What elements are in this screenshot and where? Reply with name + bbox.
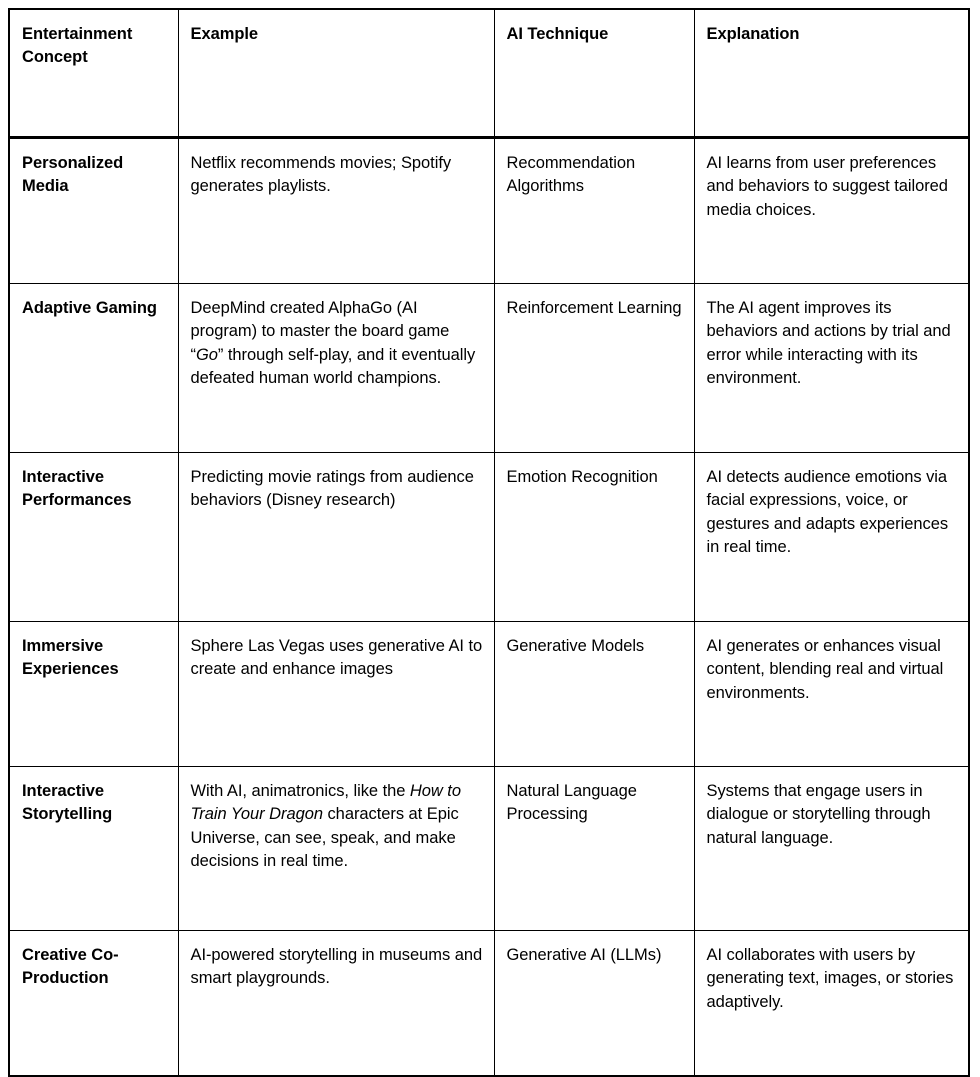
cell-concept: Adaptive Gaming xyxy=(9,284,178,453)
cell-concept: Creative Co-Production xyxy=(9,931,178,1077)
table-row xyxy=(9,767,969,931)
table-row xyxy=(9,453,969,622)
column-header-explanation: Explanation xyxy=(694,9,969,138)
cell-explanation: The AI agent improves its behaviors and actions by trial and error while interacting with its environment. xyxy=(694,284,969,453)
plain-text: AI-powered storytelling in museums and smart playgrounds. xyxy=(190,946,483,988)
plain-text: DeepMind created AlphaGo (AI program) to master the board game “ xyxy=(190,299,450,364)
column-header-technique: AI Technique xyxy=(494,9,694,138)
column-header-example: Example xyxy=(178,9,494,138)
cell-example xyxy=(178,931,494,1077)
cell-example xyxy=(178,622,494,767)
column-header-concept: Entertainment Concept xyxy=(9,9,178,138)
emphasis-text: Go xyxy=(195,345,218,364)
cell-explanation: AI detects audience emotions via facial expressions, voice, or gestures and adapts experiences in real time. xyxy=(694,453,969,622)
cell-explanation: AI learns from user preferences and behaviors to suggest tailored media choices. xyxy=(694,138,969,284)
plain-text: characters at Epic Universe, can see, speak, and make decisions in real time. xyxy=(190,805,459,871)
table-body xyxy=(9,138,969,1077)
cell-technique: Generative AI (LLMs) xyxy=(494,931,694,1077)
plain-text: With AI, animatronics, like the xyxy=(190,782,410,800)
cell-explanation: Systems that engage users in dialogue or storytelling through natural language. xyxy=(694,767,969,931)
cell-example xyxy=(178,284,494,453)
plain-text: Predicting movie ratings from audience behaviors (Disney research) xyxy=(190,468,474,510)
cell-example xyxy=(178,453,494,622)
cell-technique: Recommendation Algorithms xyxy=(494,138,694,284)
entertainment-ai-table xyxy=(8,8,970,1077)
plain-text: ” through self-play, and it eventually defeated human world champions. xyxy=(190,345,476,388)
table-header-row xyxy=(9,9,969,138)
cell-concept: Personalized Media xyxy=(9,138,178,284)
table-row xyxy=(9,138,969,284)
cell-example xyxy=(178,767,494,931)
cell-explanation: AI generates or enhances visual content, blending real and virtual environments. xyxy=(694,622,969,767)
emphasis-text: How to Train Your Dragon xyxy=(190,782,461,824)
plain-text: Sphere Las Vegas uses generative AI to create and enhance images xyxy=(190,637,483,679)
cell-concept: Interactive Storytelling xyxy=(9,767,178,931)
table-header xyxy=(9,9,969,138)
cell-example xyxy=(178,138,494,284)
cell-concept: Immersive Experiences xyxy=(9,622,178,767)
cell-technique: Natural Language Processing xyxy=(494,767,694,931)
table-row xyxy=(9,931,969,1077)
table-row xyxy=(9,284,969,453)
cell-technique: Generative Models xyxy=(494,622,694,767)
table-row xyxy=(9,622,969,767)
cell-technique: Emotion Recognition xyxy=(494,453,694,622)
cell-technique: Reinforcement Learning xyxy=(494,284,694,453)
plain-text: Netflix recommends movies; Spotify generates playlists. xyxy=(190,154,452,196)
cell-concept: Interactive Performances xyxy=(9,453,178,622)
cell-explanation: AI collaborates with users by generating text, images, or stories adaptively. xyxy=(694,931,969,1077)
